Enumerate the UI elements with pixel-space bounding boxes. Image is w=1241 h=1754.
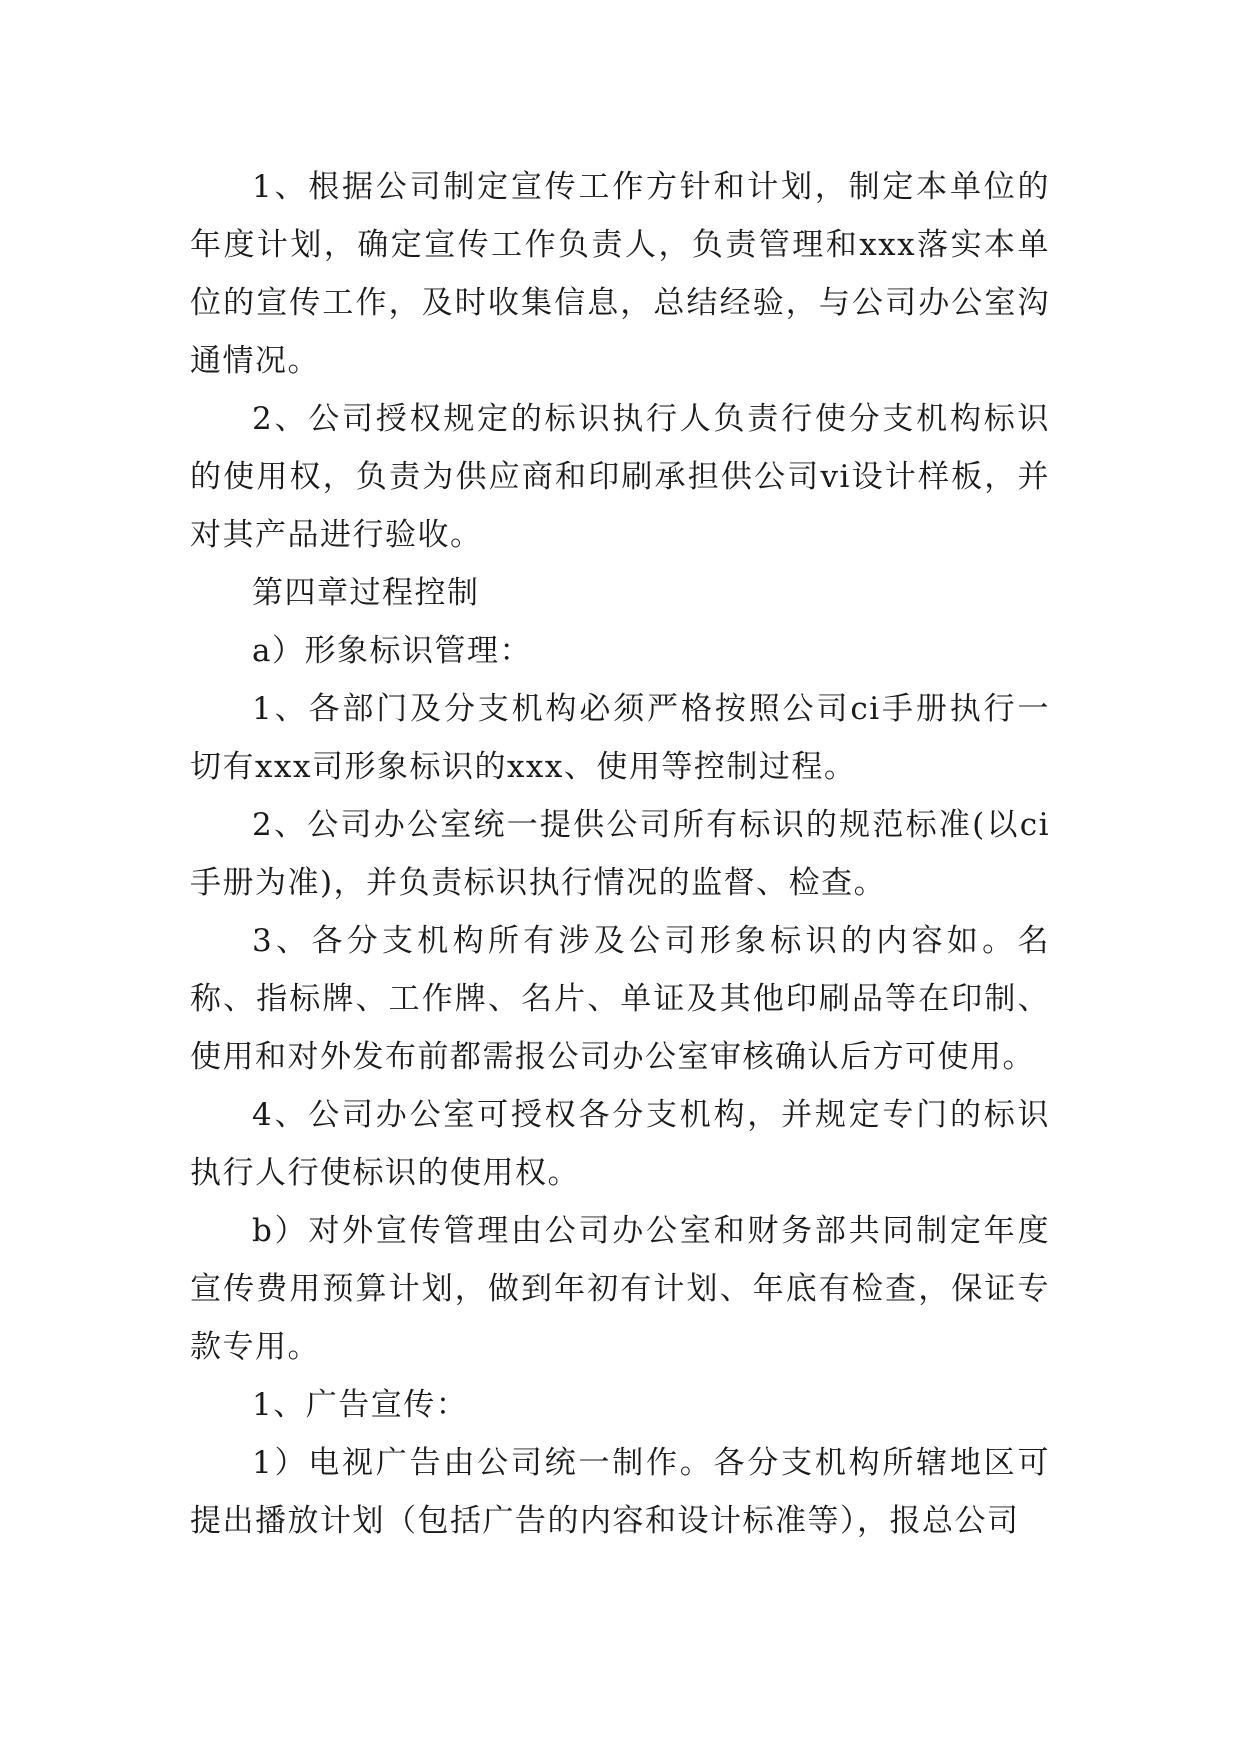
section-heading-a: a）形象标识管理： [252,633,532,669]
paragraph-7: 1）电视广告由公司统一制作。各分支机构所辖地区可提出播放计划（包括广告的内容和设计标准等），报总公司 [190,1445,1050,1539]
paragraph-1: 1、根据公司制定宣传工作方针和计划，制定本单位的年度计划，确定宣传工作负责人，负责管理和xxx落实本单位的宣传工作，及时收集信息，总结经验，与公司办公室沟通情况。 [190,169,1050,379]
chapter-heading: 第四章过程控制 [252,575,480,611]
section-paragraph-b: b）对外宣传管理由公司办公室和财务部共同制定年度宣传费用预算计划，做到年初有计划、年底有检查，保证专款专用。 [190,1213,1050,1365]
paragraph-3: 1、各部门及分支机构必须严格按照公司ci手册执行一切有xxx司形象标识的xxx、使用等控制过程。 [190,691,1050,785]
paragraph-2: 2、公司授权规定的标识执行人负责行使分支机构标识的使用权，负责为供应商和印刷承担供公司vi设计样板，并对其产品进行验收。 [190,401,1050,553]
paragraph-6: 4、公司办公室可授权各分支机构，并规定专门的标识执行人行使标识的使用权。 [190,1097,1050,1191]
subheading-ad: 1、广告宣传： [252,1387,469,1423]
paragraph-4: 2、公司办公室统一提供公司所有标识的规范标准(以ci手册为准)，并负责标识执行情况的监督、检查。 [190,807,1050,901]
document-body [190,158,1050,1550]
paragraph-5: 3、各分支机构所有涉及公司形象标识的内容如。名称、指标牌、工作牌、名片、单证及其他印刷品等在印制、使用和对外发布前都需报公司办公室审核确认后方可使用。 [190,923,1050,1075]
